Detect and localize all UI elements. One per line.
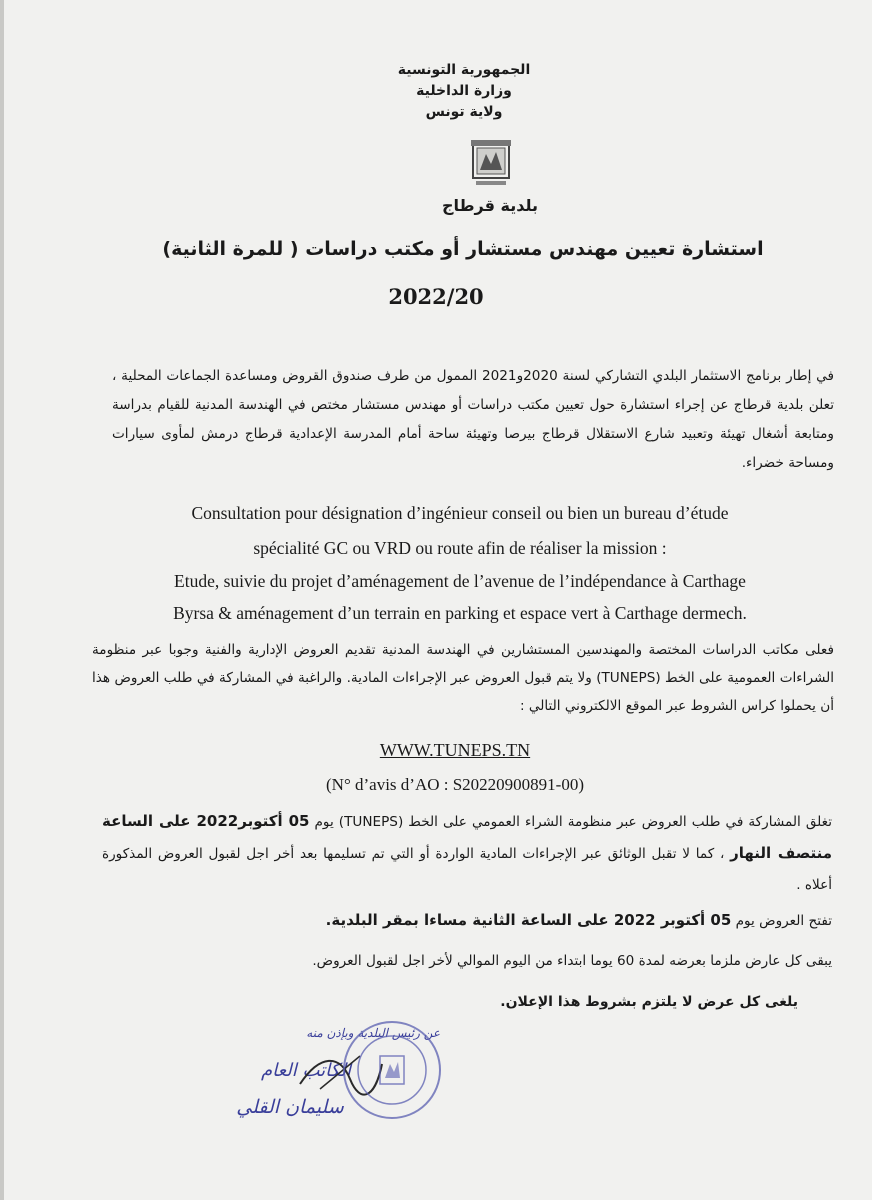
- municipality-emblem-icon: [470, 140, 512, 188]
- signature-name: سليمان القلي: [236, 1096, 344, 1118]
- signature-delegation: عن رئيس البلدية وبإذن منه: [306, 1026, 440, 1040]
- ministry-line: وزارة الداخلية: [416, 83, 512, 99]
- page-edge-shadow: [0, 0, 4, 1200]
- deadline-date: 05 أكتوبر2022 على الساعة منتصف النهار: [102, 812, 833, 862]
- municipality-name: بلدية قرطاج: [441, 196, 539, 215]
- opening-text: تفتح العروض يوم: [731, 913, 832, 929]
- fr-line-4: Byrsa & aménagement d’un terrain en parking et espace vert à Carthage dermech.: [173, 603, 747, 623]
- fr-line-3: Etude, suivie du projet d’aménagement de l’avenue de l’indépendance à Carthage: [174, 571, 746, 591]
- avis-number: (N° d’avis d’AO : S20220900891-00): [326, 775, 584, 794]
- letterhead: [374, 60, 554, 123]
- opening-sentence: [102, 911, 832, 929]
- deadline-text-2: ، كما لا تقبل الوثائق عبر الإجراءات المادية الواردة أو التي تم تسليمها بعد أخر اجل لقبول العروض المذكورة أعلاه .: [102, 846, 832, 893]
- submission-paragraph-ar: فعلى مكاتب الدراسات المختصة والمهندسين المستشارين في الهندسة المدنية تقديم العروض الإدارية والفنية وجوبا عبر منظومة الشراءات العمومية على الخط (TUNEPS) ولا يتم قبول العروض عبر الإجراءات المادية. والراغبة في المشاركة في طلب العروض هذا أن يحملوا كراس الشروط عبر الموقع الالكتروني التالي :: [92, 642, 834, 714]
- validity-sentence: يبقى كل عارض ملزما بعرضه لمدة 60 يوما ابتداء من اليوم الموالي لأخر اجل لقبول العروض.: [312, 953, 832, 969]
- deadline-paragraph-ar: [102, 806, 832, 901]
- opening-date: 05 أكتوبر 2022 على الساعة الثانية مساءا بمقر البلدية.: [325, 911, 732, 929]
- deadline-text-1: تغلق المشاركة في طلب العروض عبر منظومة الشراء العمومي على الخط (TUNEPS) يوم: [309, 814, 832, 830]
- intro-paragraph-ar: في إطار برنامج الاستثمار البلدي التشاركي لسنة 2020و2021 الممول من طرف صندوق القروض ومساعدة الجماعات المحلية ، تعلن بلدية قرطاج عن إجراء استشارة حول تعيين مكتب دراسات أو مهندس مستشار مختص في الهندسة المدنية للقيام بدراسة ومتابعة أشغال تهيئة وتعبيد شارع الاستقلال قرطاج بيرصا وتهيئة ساحة أمام المدرسة الإعدادية قرطاج درمش لمأوى سيارات ومساحة خضراء.: [112, 368, 834, 471]
- consultation-number: 2022/20: [388, 284, 484, 309]
- official-stamp-icon: [340, 1018, 444, 1122]
- republic-line: الجمهورية التونسية: [397, 62, 531, 78]
- tuneps-website-link[interactable]: WWW.TUNEPS.TN: [379, 740, 531, 760]
- cancellation-sentence: يلغى كل عرض لا يلتزم بشروط هذا الإعلان.: [500, 994, 798, 1010]
- signature-role: الكاتب العام: [260, 1060, 352, 1081]
- fr-line-2: spécialité GC ou VRD ou route afin de réaliser la mission :: [253, 538, 667, 558]
- fr-line-1: Consultation pour désignation d’ingénieur conseil ou bien un bureau d’étude: [191, 503, 729, 523]
- document-title: استشارة تعيين مهندس مستشار أو مكتب دراسات ( للمرة الثانية): [162, 238, 764, 260]
- governorate-line: ولاية تونس: [425, 104, 503, 120]
